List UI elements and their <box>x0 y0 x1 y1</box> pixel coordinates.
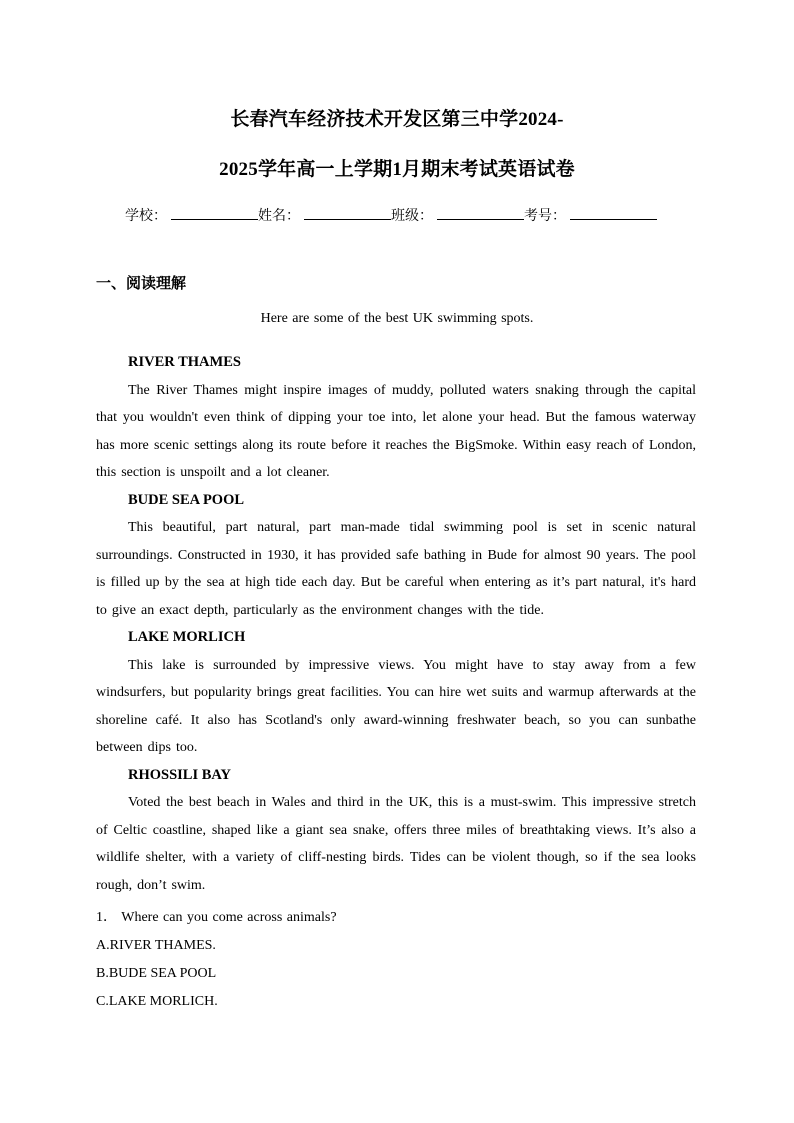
school-blank[interactable] <box>171 205 258 220</box>
passage-heading: BUDE SEA POOL <box>128 491 245 508</box>
question-1 <box>96 904 337 1016</box>
reading-passage <box>96 349 696 899</box>
answer-option-c[interactable]: C.LAKE MORLICH. <box>96 994 218 1009</box>
name-blank[interactable] <box>304 205 391 220</box>
passage-paragraph: Voted the best beach in Wales and third in the UK, this is a must-swim. This impressive stretch of Celtic coastline, shaped like a giant sea snake, offers three miles of breathtaking views. It’s also a wildlife shelter, with a variety of cliff-nesting birds. Tides can be violent though, so if the sea looks rough, don’t swim. <box>96 795 696 893</box>
school-field <box>125 205 258 225</box>
answer-option-b[interactable]: B.BUDE SEA POOL <box>96 966 217 981</box>
passage-intro: Here are some of the best UK swimming spots. <box>260 311 534 326</box>
passage-paragraph: The River Thames might inspire images of muddy, polluted waters snaking through the capital that you wouldn't even think of dipping your toe into, let alone your head. But the famous waterway has more scenic settings along its route before it reaches the BigSmoke. Within easy reach of London, this section is unspoilt and a lot cleaner. <box>96 382 696 480</box>
exam-title-line1: 长春汽车经济技术开发区第三中学2024- <box>230 109 564 130</box>
exam-number-label: 考号： <box>524 208 566 224</box>
class-field <box>391 205 524 225</box>
name-label: 姓名： <box>258 208 300 224</box>
name-field <box>258 205 391 225</box>
section-title: 一、阅读理解 <box>96 274 187 292</box>
student-info-row <box>125 205 657 225</box>
exam-number-blank[interactable] <box>570 205 657 220</box>
answer-option-a[interactable]: A.RIVER THAMES. <box>96 938 216 953</box>
class-blank[interactable] <box>437 205 524 220</box>
passage-heading: RHOSSILI BAY <box>128 766 232 783</box>
passage-heading: RIVER THAMES <box>128 354 241 370</box>
question-stem: 1． Where can you come across animals? <box>96 910 337 925</box>
exam-number-field <box>524 205 657 225</box>
passage-paragraph: This beautiful, part natural, part man-made tidal swimming pool is set in scenic natural surroundings. Constructed in 1930, it has provided safe bathing in Bude for almost 90 years. The pool is filled up by the sea at high tide each day. But be careful when entering as it’s part natural, it's hard to give an exact depth, particularly as the environment changes with the tide. <box>96 520 696 618</box>
passage-paragraph: This lake is surrounded by impressive views. You might have to stay away from a few windsurfers, but popularity brings great facilities. You can hire wet suits and warmup afterwards at the shoreline café. It also has Scotland's only award-winning freshwater beach, so you can sunbathe between dips too. <box>96 657 696 755</box>
school-label: 学校： <box>125 208 167 224</box>
passage-heading: LAKE MORLICH <box>128 629 246 645</box>
class-label: 班级： <box>391 208 433 224</box>
exam-title-line2: 2025学年高一上学期1月期末考试英语试卷 <box>219 159 575 180</box>
